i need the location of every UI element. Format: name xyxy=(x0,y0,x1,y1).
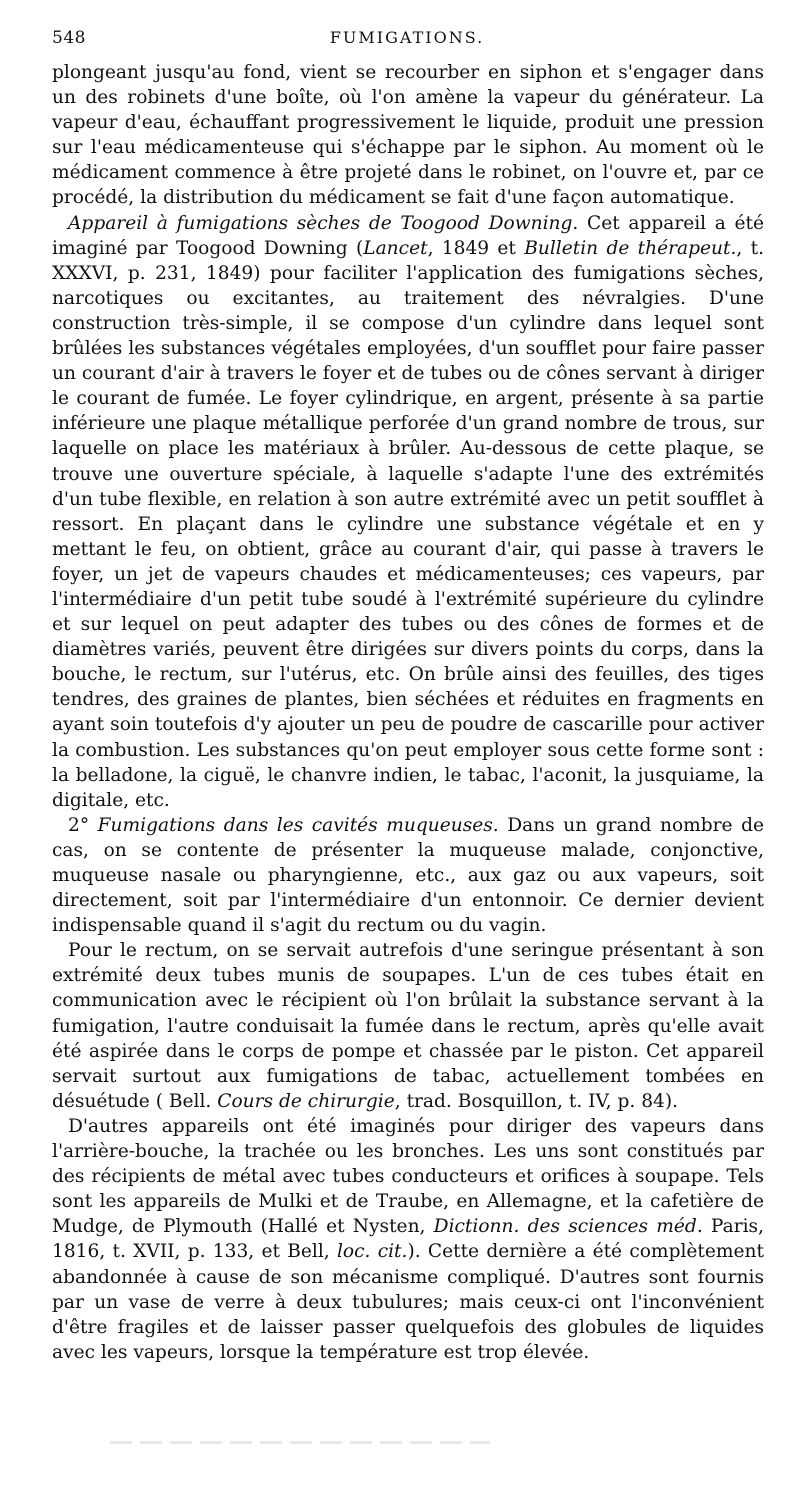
citation-cours-chirurgie: Cours de chirurgie xyxy=(217,1090,395,1112)
citation-loc-cit: loc. cit. xyxy=(336,1241,408,1263)
paragraph-text: , trad. Bosquillon, t. IV, p. 84). xyxy=(394,1090,679,1112)
citation-dictionnaire: Dictionn. des sciences méd. xyxy=(433,1216,703,1238)
paragraph-text: Dans un grand nombre de cas, on se contente de présenter la muqueuse malade, conjonctive, muqueuse nasale ou pharyngienne, etc., aux gaz ou aux vapeurs, soit directement, soit par l'intermédiaire d'un entonnoir. Ce dernier devient indispensable quand il s'agit du rectum ou du vagin. xyxy=(52,814,764,937)
paragraph-mucous-cavities xyxy=(52,813,764,938)
paragraph-text: , 1849 et xyxy=(427,237,525,259)
citation-bulletin: Bulletin de thérapeut. xyxy=(524,237,737,259)
paragraph-text: ). Cette dernière a été complètement abandonnée à cause de son mécanisme compliqué. D'autres sont fournis par un vase de verre à deux tubulures; mais ceux-ci ont l'inconvénient d'être fragiles et de laisser passer quelquefois des globules de liquides avec les vapeurs, lorsque la température est trop élevée. xyxy=(52,1241,764,1363)
footer-bleed-through xyxy=(110,1441,490,1444)
paragraph-siphon-continuation: plongeant jusqu'au fond, vient se recourber en siphon et s'engager dans un des robinets d'une boîte, où l'on amène la vapeur du générateur. La vapeur d'eau, échauffant progressivement le liquide, produit une pression sur l'eau médicamenteuse qui s'échappe par le siphon. Au moment où le médicament commence à être projeté dans le robinet, on l'ouvre et, par ce procédé, la distribution du médicament se fait d'une façon automatique. xyxy=(52,62,764,209)
citation-lancet: Lancet xyxy=(363,237,428,259)
paragraph-toogood-downing xyxy=(52,211,764,813)
paragraph-text: , t. XXXVI, p. 231, 1849) pour faciliter l'application des fumigations sèches, narcotiques ou excitantes, au traitement des névralgies. D'une construction très-simple, il se compose d'un cylindre dans lequel sont brûlées les substances végétales employées, d'un soufflet pour faire passer un courant d'air à travers le foyer et de tubes ou de cônes servant à diriger le courant de fumée. Le foyer cylindrique, en argent, présente à sa partie inférieure une plaque métallique perforée d'un grand nombre de trous, sur laquelle on place les matériaux à brûler. Au-dessous de cette plaque, se trouve une ouverture spéciale, à laquelle s'adapte l'une des extrémités d'un tube flexible, en relation à son autre extrémité avec un petit soufflet à ressort. En plaçant dans le cylindre une substance végétale et en y mettant le feu, on obtient, grâce au courant d'air, qui passe à travers le foyer, un jet de vapeurs chaudes et médicamenteuses; ces vapeurs, par l'intermédiaire d'un petit tube soudé à l'extrémité supérieure du cylindre et sur lequel on peut adapter des tubes ou des cônes de formes et de diamètres variés, peuvent être dirigées sur divers points du corps, dans la bouche, le rectum, sur l'utérus, etc. On brûle ainsi des feuilles, des tiges tendres, des graines de plantes, bien séchées et réduites en fragments en ayant soin toutefois d'y ajouter un peu de poudre de cascarille pour activer la combustion. Les substances qu'on peut employer sous cette forme sont : la belladone, la ciguë, le chanvre indien, le tabac, l'aconit, la jusquiame, la digitale, etc. xyxy=(52,237,764,811)
paragraph-other-apparatus xyxy=(52,1114,764,1365)
paragraph-text: Paris, 1816, t. XVII, p. 133, et Bell, xyxy=(52,1216,764,1263)
running-title: FUMIGATIONS. xyxy=(329,28,485,47)
page-header xyxy=(52,28,762,58)
paragraph-text: Pour le rectum, on se servait autrefois d'une seringue présentant à son extrémité deux tubes munis de soupapes. L'un de ces tubes était en communication avec le récipient où l'on brûlait la substance servant à la fumigation, l'autre conduisait la fumée dans le rectum, après qu'elle avait été aspirée dans le corps de pompe et chassée par le piston. Cet appareil servait surtout aux fumigations de tabac, actuellement tombées en désuétude ( Bell. xyxy=(52,940,764,1112)
section-title-mucous-cavities: Fumigations dans les cavités muqueuses. xyxy=(89,814,499,836)
section-number: 2° xyxy=(68,814,90,836)
body-text xyxy=(52,60,764,1365)
paragraph-rectum xyxy=(52,938,764,1114)
paragraph-text: D'autres appareils ont été imaginés pour diriger des vapeurs dans l'arrière-bouche, la trachée ou les bronches. Les uns sont constitués par des récipients de métal avec tubes conducteurs et orifices à soupape. Tels sont les appareils de Mulki et de Traube, en Allemagne, et la cafetière de Mudge, de Plymouth (Hallé et Nysten, xyxy=(52,1115,764,1238)
page-number: 548 xyxy=(52,28,86,48)
section-title-toogood-downing: Appareil à fumigations sèches de Toogood Downing. xyxy=(68,212,579,234)
paragraph-text: Cet appareil a été imaginé par Toogood Downing ( xyxy=(52,212,764,259)
